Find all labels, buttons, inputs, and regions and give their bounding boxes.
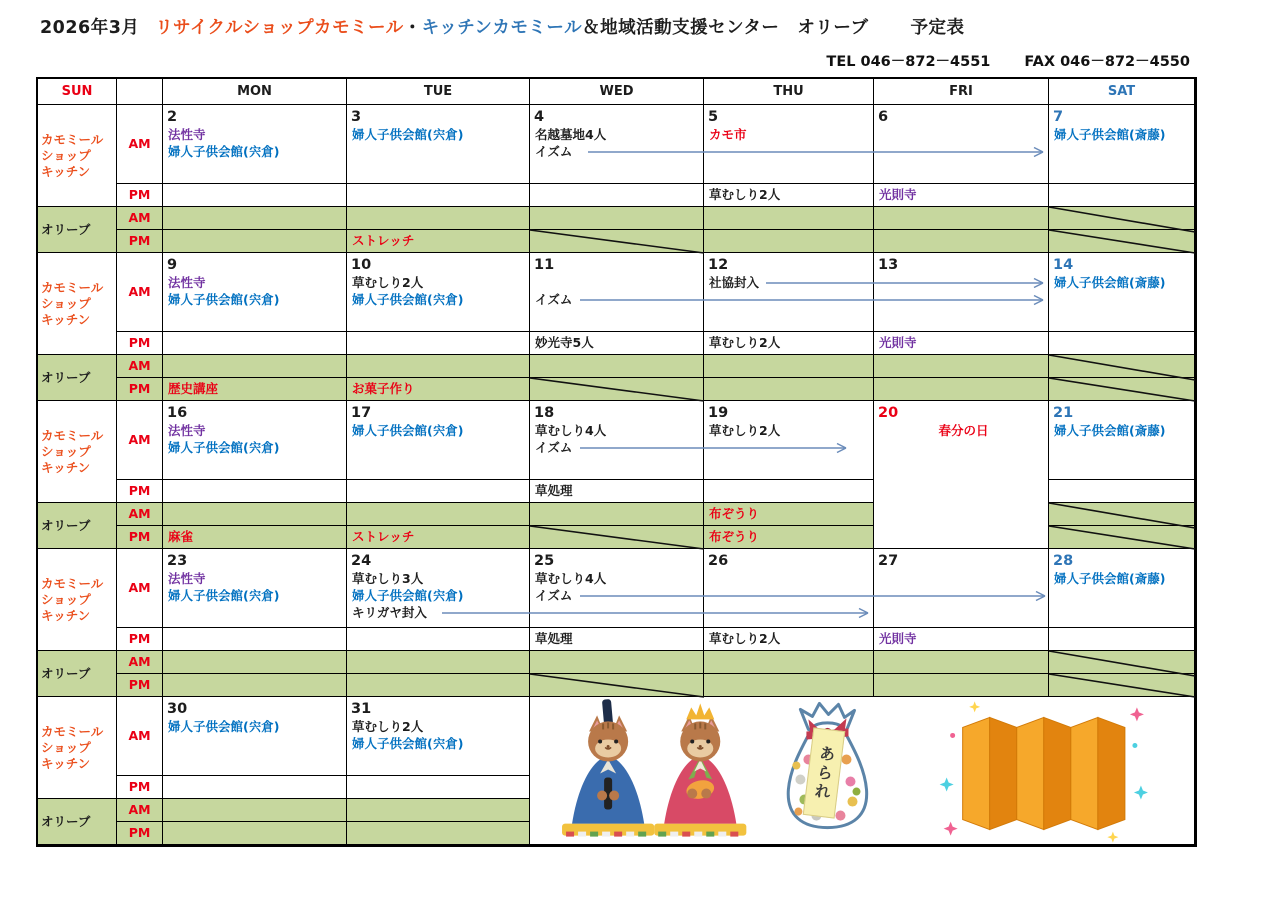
date-number: 10 (351, 257, 372, 273)
date-number: 7 (1053, 109, 1064, 125)
illustration-cell (530, 697, 1195, 845)
day-cell-olive-pm (163, 822, 347, 845)
am-entry-0: 名越墓地4人 (535, 127, 607, 142)
am-label-olive: AM (117, 799, 163, 822)
day-cell-olive-am (530, 503, 704, 526)
header-thu: THU (704, 79, 874, 105)
am-entry-1: 婦人子供会館(宍倉) (168, 440, 280, 455)
day-cell-olive-pm (347, 230, 530, 253)
day-cell-am (163, 401, 347, 480)
am-entry-0: 社協封入 (709, 275, 760, 290)
olive-pm-entry-0: 布ぞうり (709, 529, 760, 544)
day-cell-am (347, 401, 530, 480)
olive-pm-entry-0: ストレッチ (352, 233, 415, 248)
am-entry-2: キリガヤ封入 (352, 605, 427, 620)
date-number: 27 (878, 553, 899, 569)
am-entry-0: 婦人子供会館(斎藤) (1054, 423, 1166, 438)
am-entry-0: 法性寺 (168, 423, 206, 438)
title-recycle-shop-name: リサイクルショップカモミール (155, 18, 404, 38)
am-entry-0: カモ市 (709, 127, 747, 142)
day-cell-olive-pm (1049, 378, 1195, 401)
shop-label-line-2: キッチン (41, 311, 91, 327)
day-cell-olive-am (347, 651, 530, 674)
title-support-center-name: ＆地域活動支援センター オリーブ (582, 18, 869, 38)
am-entry-0: 草むしり2人 (352, 275, 424, 290)
day-cell-olive-am (704, 207, 874, 230)
date-number: 24 (351, 553, 372, 569)
am-entry-1: イズム (535, 292, 573, 307)
shop-label-line-0: カモミール (41, 723, 104, 739)
day-cell-am (163, 697, 347, 776)
am-entry-1: イズム (535, 440, 573, 455)
am-entry-0: 婦人子供会館(宍倉) (352, 423, 464, 438)
fax-number: FAX 046－872－4550 (1024, 54, 1190, 70)
day-cell-pm (163, 184, 347, 207)
shop-label-line-0: カモミール (41, 427, 104, 443)
am-entry-0: 婦人子供会館(斎藤) (1054, 127, 1166, 142)
am-entry-0: 草むしり3人 (352, 571, 424, 586)
am-label-shop: AM (117, 697, 163, 776)
week5-illustration (530, 697, 1194, 844)
day-cell-olive-am (163, 651, 347, 674)
arare-bag-label: あられ (803, 727, 845, 818)
day-cell-am (347, 697, 530, 776)
day-cell-pm (704, 184, 874, 207)
date-number: 30 (167, 701, 188, 717)
day-cell-pm (530, 184, 704, 207)
day-cell-pm (530, 480, 704, 503)
day-cell-am (530, 105, 704, 184)
pm-entry-0: 草処理 (535, 631, 573, 646)
am-label-olive: AM (117, 355, 163, 378)
am-label-shop: AM (117, 105, 163, 184)
day-cell-pm (704, 628, 874, 651)
day-cell-pm (704, 332, 874, 355)
day-cell-olive-pm (874, 230, 1049, 253)
date-number: 18 (534, 405, 555, 421)
am-entry-0: 婦人子供会館(斎藤) (1054, 571, 1166, 586)
am-entry-0: 草むしり2人 (709, 423, 781, 438)
date-number: 23 (167, 553, 188, 569)
day-cell-olive-pm (163, 526, 347, 549)
am-label-shop: AM (117, 253, 163, 332)
date-number: 26 (708, 553, 729, 569)
title-separator-dot: ・ (403, 18, 422, 38)
am-entry-0 (530, 275, 703, 292)
day-cell-olive-am (1049, 355, 1195, 378)
pm-entry-0: 草処理 (535, 483, 573, 498)
row-group-label-olive: オリーブ (38, 207, 117, 253)
day-cell-olive-am (163, 355, 347, 378)
olive-pm-entry-0: ストレッチ (352, 529, 415, 544)
day-cell-olive-am (874, 207, 1049, 230)
am-entry-0: 草むしり4人 (535, 571, 607, 586)
date-number: 17 (351, 405, 372, 421)
day-cell-olive-am (347, 355, 530, 378)
date-number: 5 (708, 109, 719, 125)
hina-doll-male-illustration (562, 699, 654, 837)
pm-entry-0: 草むしり2人 (709, 631, 781, 646)
am-entry-1: 婦人子供会館(宍倉) (168, 144, 280, 159)
olive-pm-entry-0: 麻雀 (168, 529, 194, 544)
day-cell-olive-pm (874, 378, 1049, 401)
day-cell-olive-pm (1049, 230, 1195, 253)
day-cell-olive-am (1049, 503, 1195, 526)
date-number: 21 (1053, 405, 1074, 421)
day-cell-olive-am (163, 207, 347, 230)
day-cell-am (530, 401, 704, 480)
day-cell-am (347, 253, 530, 332)
day-cell-olive-pm (163, 674, 347, 697)
day-cell-olive-am (347, 503, 530, 526)
am-entry-1: 婦人子供会館(宍倉) (168, 292, 280, 307)
row-group-label-olive: オリーブ (38, 503, 117, 549)
day-cell-olive-am (704, 503, 874, 526)
day-cell-olive-pm (347, 822, 530, 845)
day-cell-pm (874, 628, 1049, 651)
am-label-olive: AM (117, 651, 163, 674)
day-cell-am (163, 105, 347, 184)
am-label-shop: AM (117, 549, 163, 628)
day-cell-pm (347, 776, 530, 799)
am-entry-1: イズム (535, 144, 573, 159)
shop-label-line-1: ショップ (41, 147, 91, 163)
day-cell-olive-pm (1049, 526, 1195, 549)
day-cell-pm (347, 628, 530, 651)
pm-label-shop: PM (117, 628, 163, 651)
date-number: 3 (351, 109, 362, 125)
header-fri: FRI (874, 79, 1049, 105)
holiday-name: 春分の日 (938, 423, 989, 438)
day-cell-olive-pm (530, 378, 704, 401)
am-entry-1: 婦人子供会館(宍倉) (352, 588, 464, 603)
day-cell-olive-pm (163, 378, 347, 401)
day-cell-am (874, 105, 1049, 184)
pm-label-olive: PM (117, 378, 163, 401)
olive-am-entry-0: 布ぞうり (709, 506, 760, 521)
day-cell-olive-pm (704, 378, 874, 401)
am-entry-0: 婦人子供会館(宍倉) (168, 719, 280, 734)
pm-label-olive: PM (117, 674, 163, 697)
am-entry-0: 婦人子供会館(宍倉) (352, 127, 464, 142)
day-cell-pm (1049, 332, 1195, 355)
day-cell-am (530, 549, 704, 628)
day-cell-am (1049, 253, 1195, 332)
date-number: 14 (1053, 257, 1074, 273)
day-cell-pm (530, 332, 704, 355)
shop-label-line-1: ショップ (41, 443, 91, 459)
row-group-label-kamomille (38, 105, 117, 207)
day-cell-pm (163, 628, 347, 651)
pm-entry-0: 光則寺 (879, 335, 917, 350)
header-tue: TUE (347, 79, 530, 105)
day-cell-am (704, 253, 874, 332)
day-cell-olive-pm (347, 674, 530, 697)
header-sun: SUN (38, 79, 117, 105)
contact-line (826, 50, 1190, 71)
header-mon: MON (163, 79, 347, 105)
day-cell-olive-am (1049, 651, 1195, 674)
title-schedule-word: 予定表 (910, 18, 965, 38)
am-label-olive: AM (117, 207, 163, 230)
pm-label-olive: PM (117, 526, 163, 549)
day-cell-pm (347, 332, 530, 355)
day-cell-olive-am (347, 799, 530, 822)
shop-label-line-1: ショップ (41, 295, 91, 311)
day-cell-olive-am (347, 207, 530, 230)
pm-entry-0: 草むしり2人 (709, 187, 781, 202)
date-number: 25 (534, 553, 555, 569)
day-cell-olive-pm (163, 230, 347, 253)
shop-label-line-2: キッチン (41, 163, 91, 179)
date-number: 19 (708, 405, 729, 421)
row-group-label-kamomille (38, 549, 117, 651)
shop-label-line-1: ショップ (41, 591, 91, 607)
am-entry-1: イズム (535, 588, 573, 603)
date-number: 12 (708, 257, 729, 273)
am-entry-0: 法性寺 (168, 127, 206, 142)
day-cell-am (874, 253, 1049, 332)
row-group-label-olive: オリーブ (38, 651, 117, 697)
day-cell-olive-pm (874, 674, 1049, 697)
am-entry-1: 婦人子供会館(宍倉) (168, 588, 280, 603)
day-cell-am (163, 253, 347, 332)
am-entry-0: 婦人子供会館(斎藤) (1054, 275, 1166, 290)
day-cell-olive-pm (530, 230, 704, 253)
day-cell-pm (347, 480, 530, 503)
olive-pm-entry-0: 歴史講座 (168, 381, 219, 396)
date-number: 11 (534, 257, 555, 273)
day-cell-olive-am (530, 355, 704, 378)
day-cell-am (704, 105, 874, 184)
pm-entry-0: 光則寺 (879, 187, 917, 202)
day-cell-olive-pm (704, 674, 874, 697)
date-number: 9 (167, 257, 178, 273)
day-cell-olive-pm (530, 526, 704, 549)
row-group-label-kamomille (38, 253, 117, 355)
pm-entry-0: 光則寺 (879, 631, 917, 646)
pm-label-shop: PM (117, 184, 163, 207)
day-cell-pm (704, 480, 874, 503)
day-cell-olive-am (704, 651, 874, 674)
day-cell-pm (347, 184, 530, 207)
am-label-olive: AM (117, 503, 163, 526)
day-cell-am (1049, 549, 1195, 628)
day-cell-olive-pm (704, 230, 874, 253)
am-entry-0: 法性寺 (168, 571, 206, 586)
day-cell-am (347, 549, 530, 628)
day-cell-am (163, 549, 347, 628)
shop-label-line-2: キッチン (41, 755, 91, 771)
date-number: 2 (167, 109, 178, 125)
header-blank (117, 79, 163, 105)
shop-label-line-0: カモミール (41, 279, 104, 295)
day-cell-pm (1049, 628, 1195, 651)
page-title (40, 14, 965, 39)
shop-label-line-2: キッチン (41, 459, 91, 475)
day-cell-olive-am (530, 207, 704, 230)
day-cell-olive-am (874, 651, 1049, 674)
day-cell-am (704, 549, 874, 628)
day-cell-olive-am (704, 355, 874, 378)
day-cell-olive-pm (530, 674, 704, 697)
row-group-label-kamomille (38, 401, 117, 503)
am-entry-0: 草むしり2人 (352, 719, 424, 734)
am-entry-0: 法性寺 (168, 275, 206, 290)
pm-entry-0: 草むしり2人 (709, 335, 781, 350)
day-cell-olive-pm (1049, 674, 1195, 697)
title-month: 2026年3月 (40, 18, 140, 38)
shop-label-line-0: カモミール (41, 575, 104, 591)
day-cell-am (1049, 401, 1195, 480)
tel-number: TEL 046－872－4551 (826, 54, 991, 70)
shop-label-line-0: カモミール (41, 131, 104, 147)
day-cell-olive-am (163, 799, 347, 822)
olive-pm-entry-0: お菓子作り (352, 381, 415, 396)
day-cell-olive-am (874, 355, 1049, 378)
pm-label-olive: PM (117, 822, 163, 845)
day-cell-am (704, 401, 874, 480)
day-cell-olive-am (530, 651, 704, 674)
header-wed: WED (530, 79, 704, 105)
day-cell-pm (1049, 184, 1195, 207)
date-number: 31 (351, 701, 372, 717)
day-cell-pm (874, 184, 1049, 207)
pm-entry-0: 妙光寺5人 (535, 335, 594, 350)
day-cell-olive-am (163, 503, 347, 526)
row-group-label-olive: オリーブ (38, 355, 117, 401)
shop-label-line-1: ショップ (41, 739, 91, 755)
shop-label-line-2: キッチン (41, 607, 91, 623)
pm-label-shop: PM (117, 480, 163, 503)
day-cell-pm (163, 332, 347, 355)
day-cell-pm (530, 628, 704, 651)
day-cell-pm (874, 332, 1049, 355)
am-entry-1: 婦人子供会館(宍倉) (352, 292, 464, 307)
header-sat: SAT (1049, 79, 1195, 105)
row-group-label-olive: オリーブ (38, 799, 117, 845)
day-cell-am (347, 105, 530, 184)
day-cell-olive-am (1049, 207, 1195, 230)
day-cell-pm (163, 480, 347, 503)
day-cell-am (530, 253, 704, 332)
row-group-label-kamomille (38, 697, 117, 799)
gold-screen-illustration (940, 701, 1148, 842)
date-number: 20 (878, 405, 899, 421)
day-cell-olive-pm (704, 526, 874, 549)
title-kitchen-name: キッチンカモミール (421, 18, 583, 38)
day-cell-olive-pm (347, 378, 530, 401)
am-entry-0: 草むしり4人 (535, 423, 607, 438)
am-entry-1: 婦人子供会館(宍倉) (352, 736, 464, 751)
day-cell-am (874, 549, 1049, 628)
date-number: 6 (878, 109, 889, 125)
day-cell-holiday (874, 401, 1049, 549)
pm-label-shop: PM (117, 332, 163, 355)
date-number: 13 (878, 257, 899, 273)
day-cell-pm (1049, 480, 1195, 503)
date-number: 4 (534, 109, 545, 125)
date-number: 16 (167, 405, 188, 421)
am-label-shop: AM (117, 401, 163, 480)
day-cell-am (1049, 105, 1195, 184)
pm-label-olive: PM (117, 230, 163, 253)
schedule-table (36, 77, 1197, 847)
day-cell-olive-pm (347, 526, 530, 549)
day-cell-pm (163, 776, 347, 799)
pm-label-shop: PM (117, 776, 163, 799)
hina-doll-female-illustration (654, 703, 746, 836)
date-number: 28 (1053, 553, 1074, 569)
